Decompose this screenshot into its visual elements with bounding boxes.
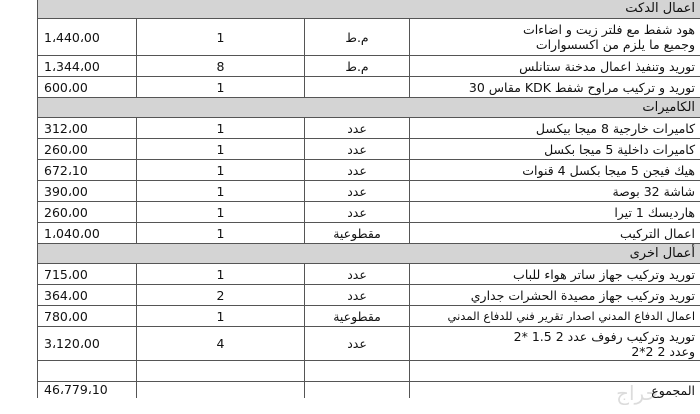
- item-unit: [305, 77, 410, 98]
- description-line: وجميع ما يلزم من اكسسوارات: [535, 37, 696, 52]
- description-line: توريد وتركيب رفوف عدد 2 1.5 *2: [513, 328, 696, 344]
- blank-cell: [305, 361, 410, 382]
- item-description: هارديسك 1 تيرا: [410, 202, 700, 223]
- item-total: 260،00: [38, 139, 137, 160]
- item-unit: مقطوعية: [305, 223, 410, 244]
- blank-cell: [137, 382, 305, 399]
- item-unit: م.ط: [305, 19, 410, 56]
- watermark-text: حراج: [616, 381, 658, 405]
- item-description: هيك فيجن 5 ميجا بكسل 4 قنوات: [410, 160, 700, 181]
- item-unit: عدد: [305, 327, 410, 361]
- section-header-cameras: [38, 98, 700, 118]
- description-line: وعدد 2 2*2: [631, 343, 696, 359]
- item-total: 1،344،00: [38, 56, 137, 77]
- item-unit: عدد: [305, 285, 410, 306]
- item-total: 3،120،00: [38, 327, 137, 361]
- table-row: [38, 181, 700, 202]
- item-description: كاميرات داخلية 5 ميجا بكسل: [410, 139, 700, 160]
- item-unit: عدد: [305, 202, 410, 223]
- item-description: [410, 19, 700, 56]
- item-unit: عدد: [305, 160, 410, 181]
- item-quantity: 1: [137, 264, 305, 285]
- blank-cell: [38, 361, 137, 382]
- table-row: [38, 223, 700, 244]
- item-description: توريد وتركيب جهاز مصيدة الحشرات جداري: [410, 285, 700, 306]
- table-row: [38, 160, 700, 181]
- table-row: [38, 306, 700, 327]
- summary-label: المجموع: [410, 382, 700, 399]
- section-title: الكاميرات: [38, 98, 700, 118]
- table-row: [38, 19, 700, 56]
- item-description: توريد و تركيب مراوح شفط KDK مقاس 30: [410, 77, 700, 98]
- item-description: اعمال الدفاع المدني اصدار تقرير فني للدفاع المدني: [410, 306, 700, 327]
- item-quantity: 2: [137, 285, 305, 306]
- item-description: توريد وتنفيذ اعمال مدخنة ستانلس: [410, 56, 700, 77]
- table-row: [38, 77, 700, 98]
- table-row: [38, 285, 700, 306]
- item-unit: مقطوعية: [305, 306, 410, 327]
- item-total: 260،00: [38, 202, 137, 223]
- item-quantity: 1: [137, 181, 305, 202]
- item-quantity: 8: [137, 56, 305, 77]
- summary-total: 46،779،10: [38, 382, 137, 399]
- item-total: 1،440،00: [38, 19, 137, 56]
- item-quantity: 1: [137, 202, 305, 223]
- section-header-duct: [38, 0, 700, 19]
- item-unit: عدد: [305, 181, 410, 202]
- section-title: أعمال اخرى: [38, 244, 700, 264]
- item-description: كاميرات خارجية 8 ميجا بيكسل: [410, 118, 700, 139]
- item-total: 600،00: [38, 77, 137, 98]
- item-quantity: 1: [137, 118, 305, 139]
- item-description: [410, 327, 700, 361]
- description-line: هود شفط مع فلتر زيت و اضاءات: [522, 22, 696, 37]
- item-total: 312،00: [38, 118, 137, 139]
- table-row: [38, 264, 700, 285]
- table-row: [38, 327, 700, 361]
- item-quantity: 1: [137, 160, 305, 181]
- item-quantity: 4: [137, 327, 305, 361]
- table-row: [38, 56, 700, 77]
- blank-cell: [137, 361, 305, 382]
- item-description: اعمال التركيب: [410, 223, 700, 244]
- section-header-other: [38, 244, 700, 264]
- item-quantity: 1: [137, 306, 305, 327]
- section-title: اعمال الدكت: [38, 0, 700, 19]
- item-unit: عدد: [305, 139, 410, 160]
- table-row: [38, 139, 700, 160]
- item-total: 715،00: [38, 264, 137, 285]
- item-unit: م.ط: [305, 56, 410, 77]
- item-total: 672،10: [38, 160, 137, 181]
- item-unit: عدد: [305, 264, 410, 285]
- item-description: شاشة 32 بوصة: [410, 181, 700, 202]
- item-total: 390،00: [38, 181, 137, 202]
- item-total: 780،00: [38, 306, 137, 327]
- blank-cell: [305, 382, 410, 399]
- item-total: 364،00: [38, 285, 137, 306]
- table-row: [38, 202, 700, 223]
- haraj-watermark-logo: [592, 378, 682, 408]
- item-unit: عدد: [305, 118, 410, 139]
- item-description: توريد وتركيب جهاز ساتر هواء للباب: [410, 264, 700, 285]
- item-quantity: 1: [137, 223, 305, 244]
- item-quantity: 1: [137, 139, 305, 160]
- quotation-table: [37, 0, 700, 398]
- item-quantity: 1: [137, 19, 305, 56]
- item-total: 1،040،00: [38, 223, 137, 244]
- table-row: [38, 118, 700, 139]
- item-quantity: 1: [137, 77, 305, 98]
